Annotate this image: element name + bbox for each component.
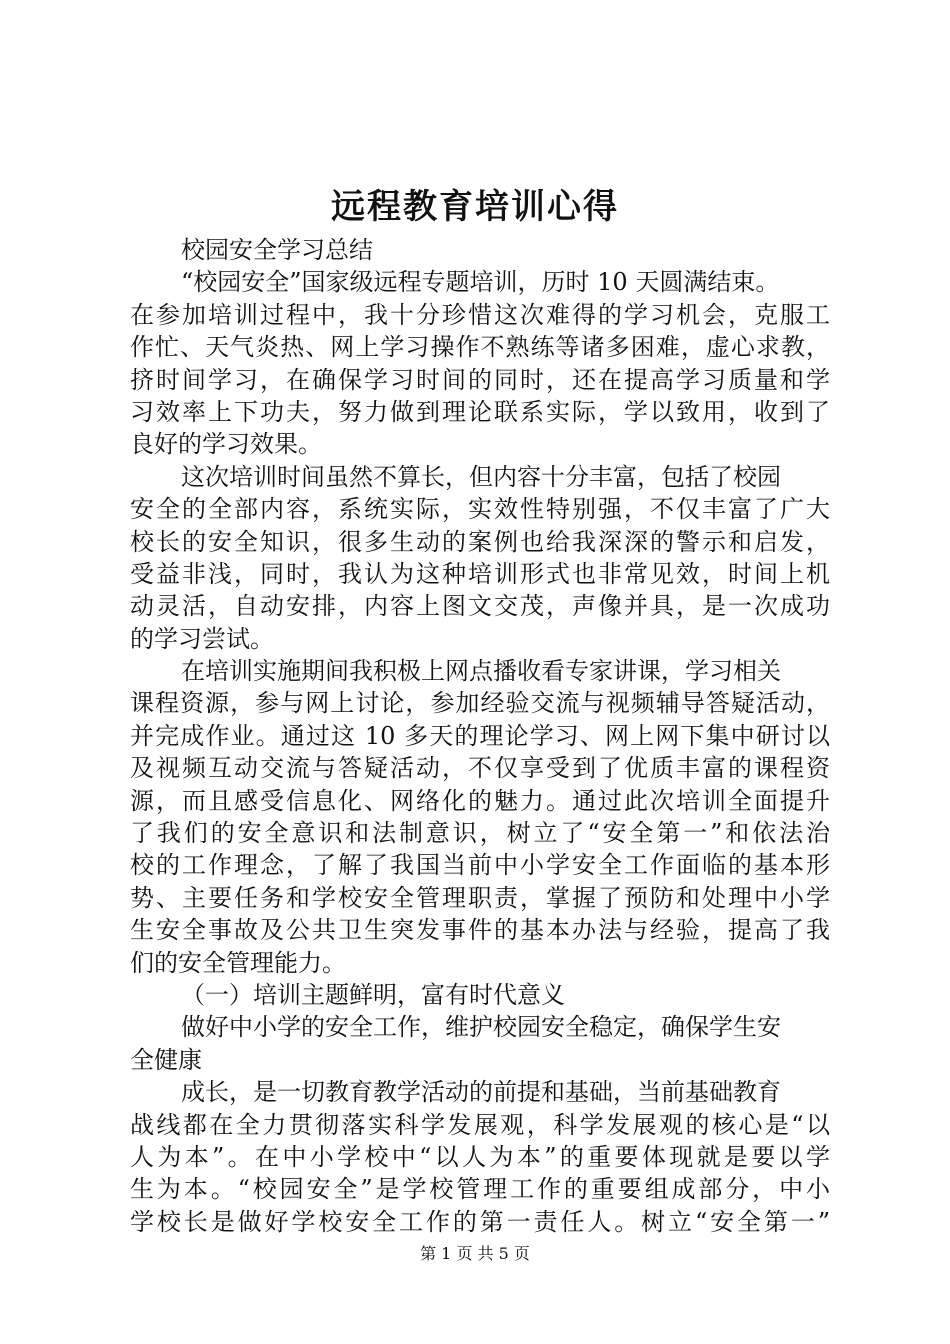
text-line: 人为本”。在中小学校中“以人为本”的重要体现就是要以学 <box>130 1142 830 1171</box>
text-line: 生为本。“校园安全”是学校管理工作的重要组成部分，中小 <box>130 1175 830 1204</box>
text-line: “校园安全”国家级远程专题培训，历时 10 天圆满结束。 <box>181 268 780 297</box>
text-line: 动灵活，自动安排，内容上图文交茂，声像并具，是一次成功 <box>130 592 830 621</box>
text-line: 并完成作业。通过这 10 多天的理论学习、网上网下集中研讨以 <box>130 721 830 750</box>
text-line: 安全的全部内容，系统实际，实效性特别强，不仅丰富了广大 <box>130 495 830 524</box>
text-line: 及视频互动交流与答疑活动，不仅享受到了优质丰富的课程资 <box>130 754 830 783</box>
text-line: 挤时间学习，在确保学习时间的同时，还在提高学习质量和学 <box>130 365 830 394</box>
text-line: 课程资源，参与网上讨论，参加经验交流与视频辅导答疑活动， <box>130 689 830 718</box>
text-line: 校长的安全知识，很多生动的案例也给我深深的警示和启发， <box>130 527 830 556</box>
text-line: 习效率上下功夫，努力做到理论联系实际，学以致用，收到了 <box>130 397 830 426</box>
text-line: 在参加培训过程中，我十分珍惜这次难得的学习机会，克服工 <box>130 300 830 329</box>
text-line: 们的安全管理能力。 <box>130 948 346 977</box>
page-number: 第 1 页 共 5 页 <box>420 1244 530 1263</box>
document-body <box>130 234 830 1238</box>
text-line: 校园安全学习总结 <box>181 236 373 264</box>
text-line: 这次培训时间虽然不算长，但内容十分丰富，包括了校园 <box>181 462 781 491</box>
text-line: 良好的学习效果。 <box>130 430 322 459</box>
text-line: 生安全事故及公共卫生突发事件的基本办法与经验，提高了我 <box>130 916 830 945</box>
text-line: 做好中小学的安全工作，维护校园安全稳定，确保学生安 <box>181 1013 781 1042</box>
text-line: 在培训实施期间我积极上网点播收看专家讲课，学习相关 <box>181 657 781 686</box>
text-line: 受益非浅，同时，我认为这种培训形式也非常见效，时间上机 <box>130 559 830 588</box>
text-line: 学校长是做好学校安全工作的第一责任人。树立“安全第一” <box>130 1207 830 1236</box>
text-line: 战线都在全力贯彻落实科学发展观，科学发展观的核心是“以 <box>130 1110 830 1139</box>
section-heading: （一）培训主题鲜明，富有时代意义 <box>181 980 565 1009</box>
document-title: 远程教育培训心得 <box>331 187 619 227</box>
text-line: 了我们的安全意识和法制意识，树立了“安全第一”和依法治 <box>130 819 830 848</box>
text-line: 势、主要任务和学校安全管理职责，掌握了预防和处理中小学 <box>130 883 830 912</box>
text-line: 成长，是一切教育教学活动的前提和基础，当前基础教育 <box>181 1078 781 1107</box>
text-line: 的学习尝试。 <box>130 624 274 653</box>
text-line: 作忙、天气炎热、网上学习操作不熟练等诸多困难，虚心求教， <box>130 333 830 362</box>
text-line: 校的工作理念，了解了我国当前中小学安全工作面临的基本形 <box>130 851 830 880</box>
text-line: 全健康 <box>130 1045 202 1074</box>
text-line: 源，而且感受信息化、网络化的魅力。通过此次培训全面提升 <box>130 786 830 815</box>
